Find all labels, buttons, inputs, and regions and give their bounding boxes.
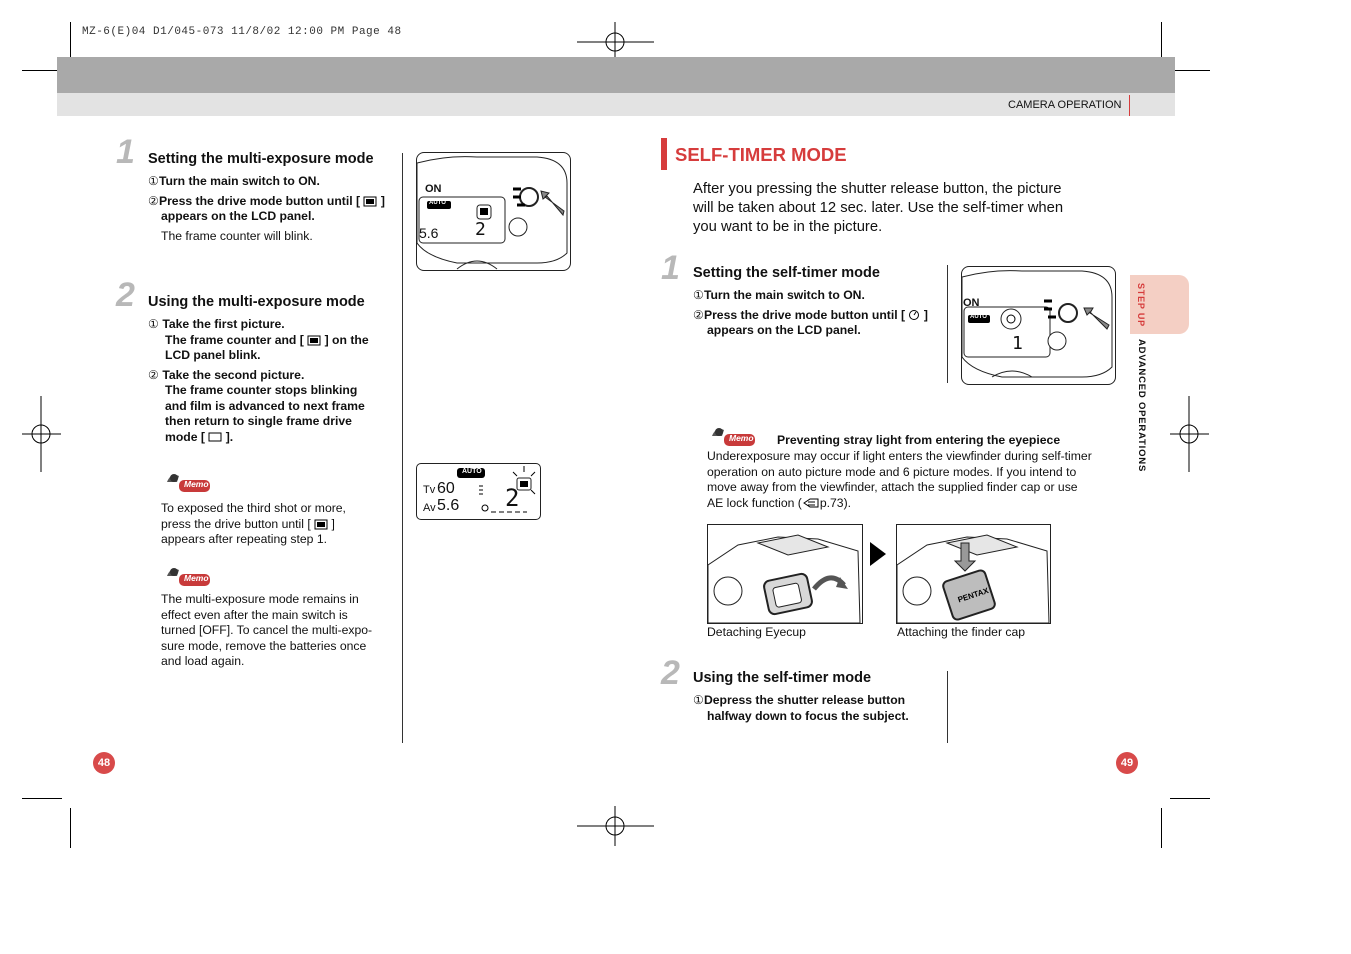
lcd-auto-label: AUTO [970, 314, 987, 320]
step-number: 2 [661, 654, 680, 692]
lcd-tv-label: Tv [423, 484, 436, 496]
caption-detaching-eyecup: Detaching Eyecup [707, 625, 806, 639]
intro-paragraph: After you pressing the shutter release button, the picture will be taken about 12 sec. later. Use the self-timer when you want to be in the picture. [693, 181, 1064, 235]
step-title: Setting the self-timer mode [693, 265, 880, 281]
memo-badge-label: Memo [729, 433, 754, 443]
step-title: Using the multi-exposure mode [148, 294, 365, 310]
page-title: SELF-TIMER MODE [675, 144, 847, 165]
single-frame-icon [208, 432, 222, 442]
instruction-list: ①Turn the main switch to ON. ②Press the drive mode button until [ ] appears on the LCD panel. [693, 288, 928, 337]
memo-text: Underexposure may occur if light enters the viewfinder during self-timer operation on auto picture mode and 6 picture modes. If you intend to move away from the viewfinder, attach the supplied finder cap or use AE lock function ( p.73). [707, 449, 1092, 510]
page-number: 49 [1116, 752, 1138, 774]
lcd-av-value: 5.6 [437, 497, 460, 514]
memo-heading: Preventing stray light from entering the eyepiece [777, 433, 1061, 447]
self-timer-icon [908, 309, 920, 321]
multi-exposure-icon [314, 519, 328, 530]
column-divider [947, 671, 948, 743]
memo-badge-label: Memo [184, 573, 209, 583]
note-text: The frame counter will blink. [161, 229, 313, 243]
lcd-panel-illustration [416, 463, 541, 520]
lcd-av-value: 5.6 [419, 225, 439, 241]
multi-exposure-icon [307, 335, 321, 346]
lcd-tv-value: 60 [437, 480, 455, 497]
instruction-list: ①Depress the shutter release button halfway down to focus the subject. [693, 693, 909, 723]
page-reference-icon [802, 497, 820, 509]
section-label: CAMERA OPERATION [1008, 99, 1122, 111]
lcd-on-label: ON [963, 297, 980, 309]
caption-attaching-finder-cap: Attaching the finder cap [897, 625, 1026, 639]
lcd-av-label: Av [423, 502, 436, 514]
memo-badge-label: Memo [184, 479, 209, 489]
step-number: 1 [661, 249, 680, 287]
section-marker [1129, 95, 1130, 116]
lcd-frame-counter: 2 [475, 219, 486, 240]
step-number: 2 [116, 276, 135, 314]
lcd-on-label: ON [425, 183, 442, 195]
lcd-frame-counter: 1 [1012, 333, 1023, 354]
side-tab-label: STEP UP [1136, 283, 1146, 327]
svg-text:PENTAX: PENTAX [956, 586, 990, 605]
camera-top-illustration [416, 152, 571, 271]
attaching-finder-cap-illustration [896, 524, 1051, 624]
lcd-auto-label: AUTO [429, 200, 446, 206]
camera-top-illustration [961, 266, 1116, 385]
title-accent-bar [661, 138, 667, 170]
instruction-list: ①Turn the main switch to ON. ②Press the drive mode button until [ ] appears on the LCD panel. [148, 174, 385, 223]
step-title: Setting the multi-exposure mode [148, 151, 374, 167]
memo-text: To exposed the third shot or more, press the drive button until [ ] appears after repeating step 1. [161, 501, 346, 546]
lcd-frame-counter: 2 [505, 484, 520, 512]
instruction-list: ① Take the first picture. The frame counter and [ ] on the LCD panel blink. ② Take the second picture. The frame counter stops blinking and film is advanced to next frame then return to single frame drive mode [ ]. [148, 317, 369, 444]
lcd-auto-label: AUTO [462, 468, 482, 475]
arrow-right-icon [869, 541, 887, 567]
detaching-eyecup-illustration [707, 524, 863, 624]
column-divider [402, 153, 403, 743]
column-divider [947, 265, 948, 383]
page-number: 48 [93, 752, 115, 774]
print-header: MZ-6(E)04 D1/045-073 11/8/02 12:00 PM Page 48 [82, 26, 402, 38]
header-band-dark [57, 57, 1175, 93]
multi-exposure-icon [363, 196, 377, 207]
step-title: Using the self-timer mode [693, 670, 872, 686]
step-number: 1 [116, 133, 135, 171]
memo-text: The multi-exposure mode remains in effect even after the main switch is turned [OFF]. To cancel the multi-expo- sure mode, remove the batteries once and load again. [161, 592, 373, 668]
side-section-label: ADVANCED OPERATIONS [1136, 339, 1147, 473]
